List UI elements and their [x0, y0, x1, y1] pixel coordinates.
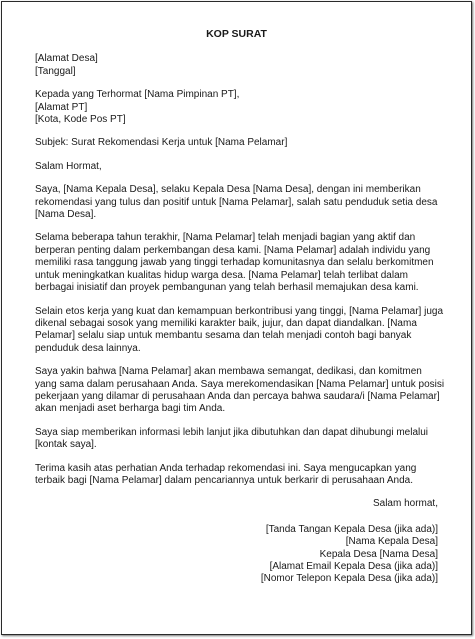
- text-line: Saya yakin bahwa [Nama Pelamar] akan membawa semangat, dedikasi, dan komitmen: [35, 366, 422, 378]
- letter-subject: Subjek: Surat Rekomendasi Kerja untuk [Nama Pelamar]: [35, 137, 288, 149]
- text-line: berperan penting dalam perkembangan desa kami. [Nama Pelamar] adalah individu yang: [35, 244, 431, 256]
- recipient-name: Kepada yang Terhormat [Nama Pimpinan PT],: [35, 89, 240, 101]
- text-line: Pelamar] selalu siap untuk membantu sesama dan telah menjadi contoh bagi banyak: [35, 330, 412, 342]
- letter-body: [35, 28, 445, 586]
- text-line: penduduk desa lainnya.: [35, 342, 141, 354]
- letter-title: KOP SURAT: [206, 28, 267, 40]
- text-line: Saya siap memberikan informasi lebih lanjut jika dibutuhkan dan dapat dihubungi melalui: [35, 426, 429, 438]
- paragraph-introduction: [35, 184, 438, 221]
- text-line: pekerjaan yang dilamar di perusahaan Anda dan percaya bahwa saudara/i [Nama Pelamar]: [35, 390, 440, 402]
- text-line: Saya, [Nama Kepala Desa], selaku Kepala Desa [Nama Desa], dengan ini memberikan: [35, 184, 421, 196]
- signer-email: [Alamat Email Kepala Desa (jika ada)]: [269, 561, 438, 572]
- text-line: akan menjadi aset berharga bagi tim Anda.: [35, 403, 226, 415]
- letter-closing: Salam hormat,: [372, 498, 438, 510]
- village-address: [Alamat Desa]: [35, 53, 98, 65]
- text-line: rekomendasi yang tulus dan positif untuk [Nama Pelamar], salah satu penduduk setia desa: [35, 196, 438, 208]
- text-line: terbaik bagi [Nama Pelamar] dalam pencariannya untuk berkarir di perusahaan Anda.: [35, 474, 413, 486]
- signer-title: Kepala Desa [Nama Desa]: [319, 548, 438, 560]
- recipient-city: [Kota, Kode Pos PT]: [35, 114, 126, 126]
- text-line: Terima kasih atas perhatian Anda terhadap rekomendasi ini. Saya mengucapkan yang: [35, 462, 417, 474]
- text-line: dikenal sebagai sosok yang memiliki karakter baik, jujur, dan dapat diandalkan. [Nama: [35, 317, 417, 329]
- letter-date: [Tanggal]: [35, 65, 76, 77]
- paragraph-thanks: [35, 463, 438, 488]
- text-line: yang sama dalam perusahaan Anda. Saya merekomendasikan [Nama Pelamar] untuk posisi: [35, 378, 445, 390]
- recipient-address: [Alamat PT]: [35, 101, 88, 113]
- letter-greeting: Salam Hormat,: [35, 160, 102, 172]
- text-line: untuk meningkatkan kualitas hidup warga desa. [Nama Pelamar] telah terlibat dalam: [35, 269, 408, 281]
- signer-phone: [Nomor Telepon Kepala Desa (jika ada)]: [260, 573, 438, 585]
- signature-block: [35, 524, 438, 586]
- text-line: berbagai inisiatif dan proyek pembangunan yang telah berhasil memajukan desa kami.: [35, 282, 419, 294]
- paragraph-involvement: [35, 232, 438, 294]
- signer-name: [Nama Kepala Desa]: [345, 536, 438, 548]
- text-line: [kontak saya].: [35, 439, 97, 451]
- paragraph-contact: [35, 427, 438, 452]
- signature-placeholder: [Tanda Tangan Kepala Desa (jika ada)]: [265, 523, 438, 535]
- text-line: Selain etos kerja yang kuat dan kemampuan berkontribusi yang tinggi, [Nama Pelamar] juga: [35, 305, 444, 317]
- paragraph-character: [35, 305, 444, 356]
- text-line: [Nama Desa].: [35, 209, 97, 221]
- text-line: memiliki rasa tanggung jawab yang tinggi terhadap komunitasnya dan selalu berkomitmen: [35, 257, 434, 269]
- recipient-info: [35, 89, 438, 126]
- text-line: Selama beberapa tahun terakhir, [Nama Pelamar] telah menjadi bagian yang aktif dan: [35, 232, 416, 244]
- document-page: [1, 1, 472, 635]
- sender-info: [35, 53, 438, 78]
- paragraph-recommendation: [35, 366, 445, 416]
